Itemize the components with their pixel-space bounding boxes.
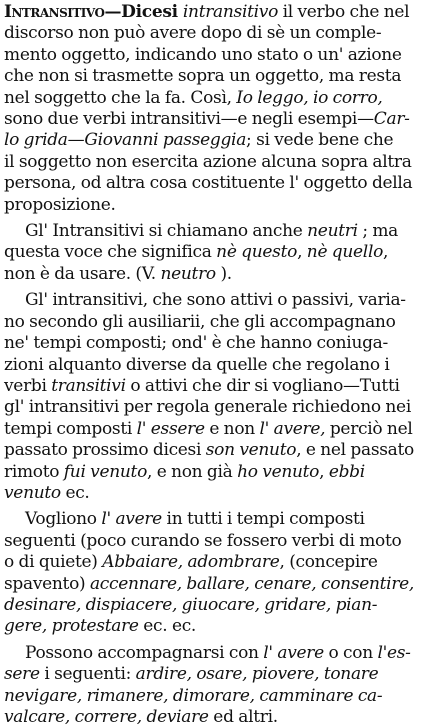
text-segment: Vogliono bbox=[25, 509, 102, 530]
italic-term: nevigare, rimanere, dimorare, camminare ca- bbox=[4, 685, 383, 706]
text-segment: , e non già bbox=[147, 461, 238, 482]
text-segment: , bbox=[297, 242, 307, 263]
text-segment: non è da usare. (V. bbox=[4, 263, 161, 284]
text-line bbox=[4, 290, 439, 311]
text-line bbox=[4, 376, 439, 397]
text-segment: passato prossimo dicesi bbox=[4, 440, 206, 461]
italic-term: neutri bbox=[307, 221, 358, 242]
text-segment: ; ma bbox=[357, 221, 399, 242]
text-segment: proposizione. bbox=[4, 194, 116, 215]
italic-term: lo grida—Giovanni passeggia bbox=[4, 130, 247, 151]
text-segment: Possono accompagnarsi con bbox=[25, 642, 264, 663]
italic-term: l' essere bbox=[136, 418, 205, 439]
text-segment: tempi composti bbox=[4, 418, 137, 439]
text-segment: , bbox=[319, 461, 329, 482]
text-line bbox=[4, 397, 439, 418]
italic-term: venuto bbox=[4, 482, 61, 503]
text-segment: ec. ec. bbox=[138, 616, 197, 637]
text-line bbox=[4, 483, 439, 504]
text-segment: in tutti i tempi composti bbox=[161, 509, 365, 530]
text-segment: sono due verbi intransitivi—e negli esempi— bbox=[4, 109, 374, 130]
text-line bbox=[4, 686, 439, 707]
text-line bbox=[4, 509, 439, 530]
italic-term: nè quello bbox=[306, 242, 384, 263]
text-segment: zioni alquanto diverse da quelle che regolano i bbox=[4, 354, 390, 375]
italic-term: intransitivo bbox=[182, 2, 279, 22]
text-segment: gl' intransitivi per regola generale richiedono nei bbox=[4, 397, 411, 418]
text-segment: il soggetto non esercita azione alcuna sopra altra bbox=[4, 151, 412, 172]
italic-term: l' avere bbox=[101, 509, 162, 530]
text-line bbox=[4, 419, 439, 440]
italic-term: Car- bbox=[373, 109, 410, 130]
text-segment: Gl' intransitivi, che sono attivi o passivi, varia- bbox=[25, 290, 406, 311]
text-segment: ed altri. bbox=[208, 707, 278, 727]
text-segment: Gl' Intransitivi si chiamano anche bbox=[25, 221, 308, 242]
text-line bbox=[4, 707, 439, 728]
text-line bbox=[4, 152, 439, 173]
text-line bbox=[4, 440, 439, 461]
text-segment: e non bbox=[204, 418, 260, 439]
text-line bbox=[4, 221, 439, 242]
text-line bbox=[4, 23, 439, 44]
italic-term: l' avere, bbox=[259, 418, 326, 439]
text-line bbox=[4, 264, 439, 285]
text-line bbox=[4, 616, 439, 637]
paragraph-ausiliarii bbox=[4, 290, 439, 504]
text-line bbox=[4, 2, 439, 23]
text-line bbox=[4, 531, 439, 552]
text-line bbox=[4, 66, 439, 87]
italic-term: Io leggo, io corro, bbox=[236, 87, 383, 108]
text-segment: ; si vede bene che bbox=[246, 130, 394, 151]
text-segment: , e nel passato bbox=[296, 440, 414, 461]
text-segment: questa voce che significa bbox=[4, 242, 217, 263]
text-segment: ne' tempi composti; ond' è che hanno coniuga- bbox=[4, 333, 388, 354]
italic-term: fui venuto bbox=[63, 461, 148, 482]
text-segment: o di quiete) bbox=[4, 552, 103, 573]
text-segment: mento oggetto, indicando uno stato o un' azione bbox=[4, 44, 402, 65]
text-segment: che non si trasmette sopra un oggetto, ma resta bbox=[4, 66, 402, 87]
italic-term: Abbaiare, adombrare bbox=[102, 552, 280, 573]
italic-term: desinare, dispiacere, giuocare, gridare, pian- bbox=[4, 594, 378, 615]
text-line bbox=[4, 173, 439, 194]
italic-term: l' avere bbox=[263, 642, 324, 663]
text-segment: perciò nel bbox=[325, 418, 413, 439]
text-segment: rimoto bbox=[4, 461, 64, 482]
text-segment: no secondo gli ausiliarii, che gli accompagnano bbox=[4, 311, 396, 332]
text-line bbox=[4, 355, 439, 376]
text-segment: seguenti (poco curando se fossero verbi di moto bbox=[4, 530, 402, 551]
text-segment: ec. bbox=[60, 482, 90, 503]
text-segment: o attivi che dir si vogliano—Tutti bbox=[125, 375, 400, 396]
text-segment: verbi bbox=[4, 375, 52, 396]
text-line bbox=[4, 552, 439, 573]
text-segment: persona, od altra cosa costituente l' oggetto della bbox=[4, 173, 413, 194]
italic-term: neutro bbox=[160, 263, 216, 284]
text-segment: nel soggetto che la fa. Così, bbox=[4, 87, 237, 108]
text-segment: o con bbox=[323, 642, 378, 663]
italic-term: gere, protestare bbox=[4, 616, 139, 637]
text-line bbox=[4, 574, 439, 595]
italic-term: son venuto bbox=[205, 440, 297, 461]
text-line bbox=[4, 130, 439, 151]
entry-intransitivo bbox=[4, 2, 439, 216]
text-segment: —Dicesi bbox=[104, 2, 183, 22]
paragraph-neutri bbox=[4, 221, 439, 285]
text-line bbox=[4, 195, 439, 216]
italic-term: ebbi bbox=[328, 461, 365, 482]
text-segment: spavento) bbox=[4, 573, 90, 594]
text-line bbox=[4, 312, 439, 333]
italic-term: ho venuto bbox=[237, 461, 320, 482]
entry-headword: Intransitivo bbox=[4, 2, 105, 22]
text-line bbox=[4, 595, 439, 616]
text-segment: , (concepire bbox=[279, 552, 378, 573]
italic-term: l'es- bbox=[377, 642, 411, 663]
italic-term: nè questo bbox=[216, 242, 298, 263]
text-segment: il verbo che nel bbox=[278, 2, 410, 22]
text-line bbox=[4, 45, 439, 66]
text-line bbox=[4, 242, 439, 263]
paragraph-essere-avere bbox=[4, 643, 439, 728]
dictionary-page bbox=[4, 2, 439, 727]
text-line bbox=[4, 643, 439, 664]
text-segment: , bbox=[383, 242, 389, 263]
text-line bbox=[4, 109, 439, 130]
text-line bbox=[4, 462, 439, 483]
text-segment: i seguenti: bbox=[39, 664, 136, 685]
text-segment: ). bbox=[215, 263, 232, 284]
italic-term: valcare, correre, deviare bbox=[4, 707, 209, 727]
text-line bbox=[4, 664, 439, 685]
paragraph-avere-list bbox=[4, 509, 439, 637]
italic-term: ardire, osare, piovere, tonare bbox=[135, 664, 379, 685]
text-segment: discorso non può avere dopo di sè un comple- bbox=[4, 23, 382, 44]
text-line bbox=[4, 333, 439, 354]
text-line bbox=[4, 88, 439, 109]
italic-term: accennare, ballare, cenare, consentire, bbox=[89, 573, 415, 594]
italic-term: sere bbox=[4, 664, 40, 685]
italic-term: transitivi bbox=[51, 375, 126, 396]
